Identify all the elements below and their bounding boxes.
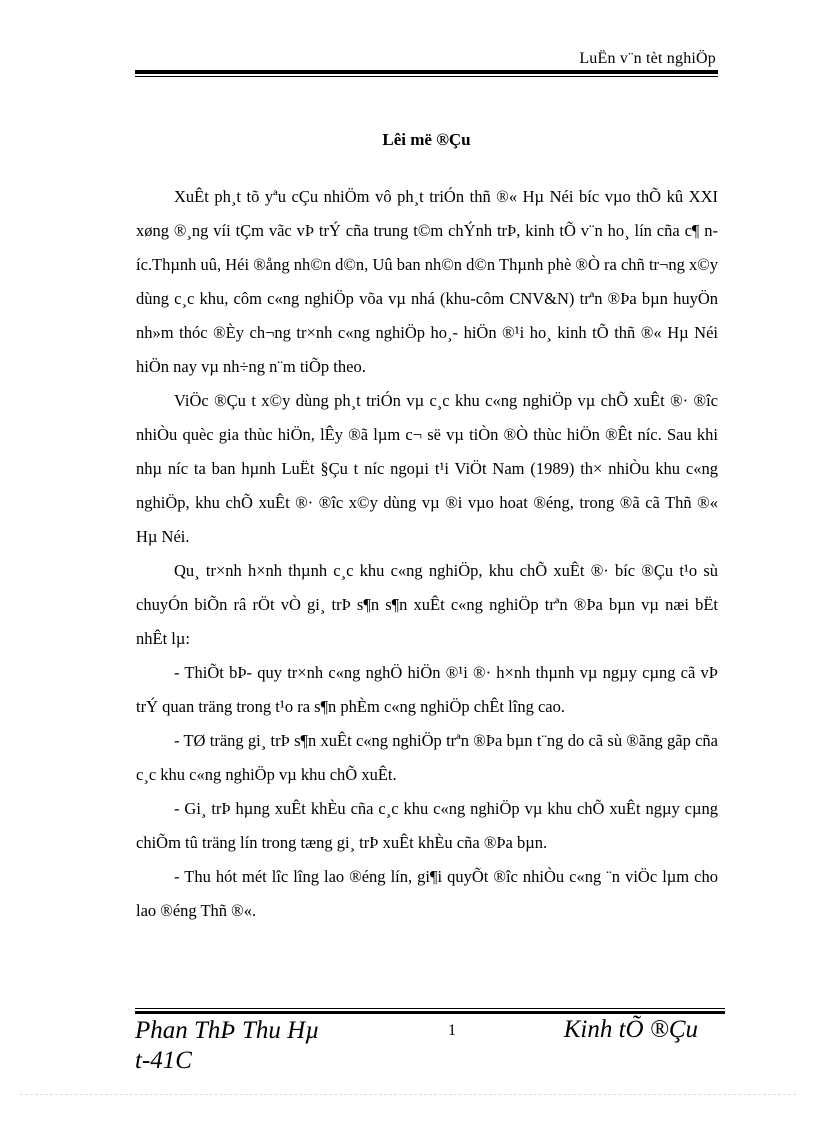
bullet-paragraph: - Gi¸ trÞ hµng xuÊt khÈu cña c¸c khu c«ng nghiÖp vµ khu chÕ xuÊt ngµy cµng chiÕm tû träng lín trong tæng gi¸ trÞ xuÊt khÈu cña ®Þa bµn. xyxy=(136,799,718,852)
header-rule-thick xyxy=(135,70,718,74)
bullet-paragraph: - TØ träng gi¸ trÞ s¶n xuÊt c«ng nghiÖp trªn ®Þa bµn t¨ng do cã sù ®ãng gãp cña c¸c khu c«ng nghiÖp vµ khu chÕ xuÊt. xyxy=(136,731,718,784)
author-class: t-41C xyxy=(135,1047,192,1074)
bullet-paragraph: - Thu hót mét lîc lîng lao ®éng lín, gi¶i quyÕt ®îc nhiÒu c«ng ¨n viÖc lµm cho lao ®éng Thñ ®«. xyxy=(136,867,718,920)
footer-rule-thick xyxy=(135,1011,725,1014)
body-text xyxy=(136,180,718,928)
paragraph: Qu¸ tr×nh h×nh thµnh c¸c khu c«ng nghiÖp, khu chÕ xuÊt ®· bíc ®Çu t¹o sù chuyÓn biÕn râ rÖt vÒ gi¸ trÞ s¶n s¶n xuÊt c«ng nghiÖp trªn ®Þa bµn vµ næi bËt nhÊt lµ: xyxy=(136,561,718,648)
footer-department: Kinh tÕ ®Çu xyxy=(563,1016,698,1043)
author-name: Phan ThÞ Thu Hµ xyxy=(135,1017,320,1044)
page-number: 1 xyxy=(448,1022,456,1039)
paragraph: XuÊt ph¸t tõ yªu cÇu nhiÖm vô ph¸t triÓn thñ ®« Hµ Néi bíc vµo thÕ kû XXI xøng ®¸ng víi tÇm vãc vÞ trÝ cña trung t©m chÝnh trÞ, kinh tÕ v¨n ho¸ lín cña c¶ níc.Thµnh uû, Héi ®ång nh©n d©n, Uû ban nh©n d©n Thµnh phè ®Ò ra chñ tr¬ng x©y dùng c¸c khu, côm c«ng nghiÖp võa vµ nhá (khu-côm CNV&N) trªn ®Þa bµn huyÖn nh»m thóc ®Èy ch¬ng tr×nh c«ng nghiÖp ho¸- hiÖn ®¹i ho¸ kinh tÕ thñ ®« Hµ Néi hiÖn nay vµ nh÷ng n¨m tiÕp theo. xyxy=(136,187,718,376)
header-rule-thin xyxy=(135,76,718,77)
paragraph: ViÖc ®Çu t x©y dùng ph¸t triÓn vµ c¸c khu c«ng nghiÖp vµ chÕ xuÊt ®· ®îc nhiÒu quèc gia thùc hiÖn, lÊy ®ã lµm c¬ së vµ tiÒn ®Ò thùc hiÖn ®Êt níc. Sau khi nhµ níc ta ban hµnh LuËt §Çu t níc ngoµi t¹i ViÖt Nam (1989) th× nhiÒu khu c«ng nghiÖp, khu chÕ xuÊt ®· ®îc x©y dùng vµ ®i vµo hoat ®éng, trong ®ã cã Thñ ®« Hµ Néi. xyxy=(136,391,718,546)
section-heading: Lêi më ®Çu xyxy=(382,130,471,149)
page-edge xyxy=(20,1094,796,1095)
bullet-paragraph: - ThiÕt bÞ- quy tr×nh c«ng nghÖ hiÖn ®¹i ®· h×nh thµnh vµ ngµy cµng cã vÞ trÝ quan träng trong t¹o ra s¶n phÈm c«ng nghiÖp chÊt lîng cao. xyxy=(136,663,718,716)
running-header: LuËn v¨n tèt nghiÖp xyxy=(579,50,716,67)
footer-rule-thin xyxy=(135,1008,725,1009)
footer-author xyxy=(135,1016,320,1076)
